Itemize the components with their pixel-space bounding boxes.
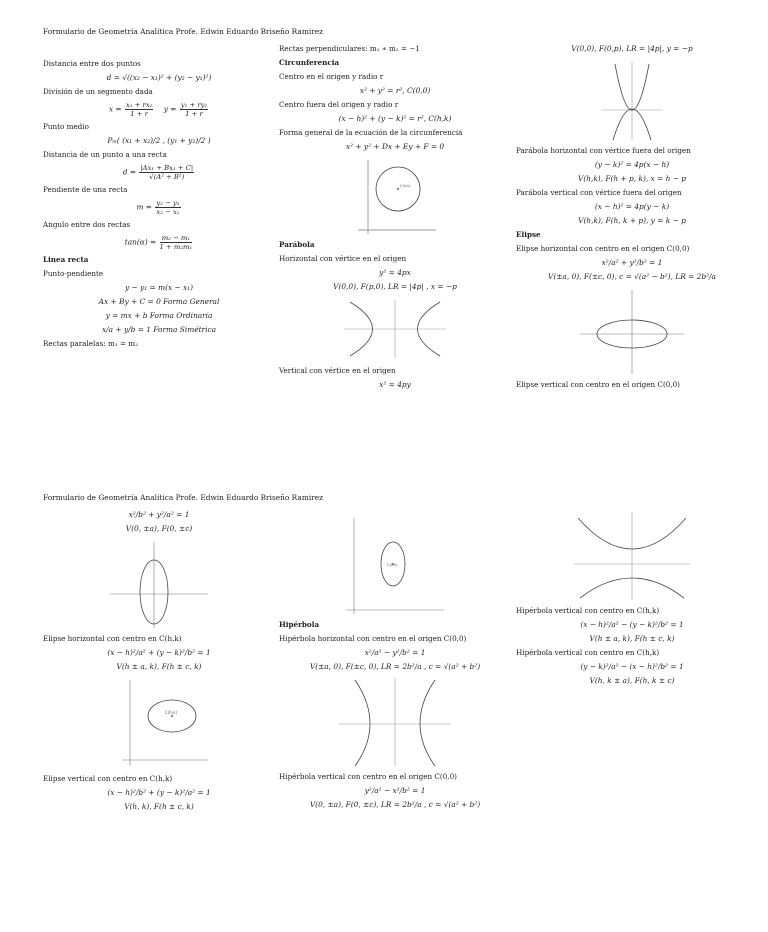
column-2-p2 — [279, 512, 511, 814]
page-header: Formulario de Geometría Analítica Profe. Edwin Eduardo Briseño Ramirez — [43, 27, 323, 36]
column-2 — [279, 40, 511, 394]
hyperbola-section-title: Hipérbola — [279, 620, 320, 629]
hyperbola-v-title: Hipérbola vertical con centro en el origen C(0,0) — [279, 772, 457, 781]
angle-title: Angulo entre dos rectas — [43, 220, 131, 229]
division-formula: x = $\frac{\text{x₁ + rx₂}}{1 + r}$ y = $\frac{\text{y₁ + ry₂}}{1 + r}$ — [108, 101, 208, 118]
division-title: División de un segmento dada — [43, 87, 153, 96]
ellipse-vk-formula: (x − h)²/b² + (y − k)²/a² = 1 — [107, 788, 211, 797]
ordinary-form: y = mx + b Forma Ordinaria — [105, 311, 213, 320]
ellipse-v-title: Elipse vertical con centro en el origen C(0,0) — [516, 380, 680, 389]
hyperbola-h-props: V(±a, 0), F(±c, 0), LR = 2b²/a , c = √(a² + b²) — [309, 662, 481, 671]
hyperbola-v-props: V(0, ±a), F(0, ±c), LR = 2b²/a , c = √(a² + b²) — [309, 800, 481, 809]
hyperbola-vk-title: Hipérbola vertical con centro en C(h,k) — [516, 648, 660, 657]
ellipse-vk-props: V(h, k), F(h ± c, k) — [124, 802, 194, 811]
horizontal-hyperbola-graph — [335, 676, 455, 768]
circle-general-title: Forma general de la ecuación de la circunferencia — [279, 128, 463, 137]
general-form: Ax + By + C = 0 Forma General — [98, 297, 220, 306]
hyperbola-vk-props: V(h, k ± a), F(h, k ± c) — [589, 676, 675, 685]
circle-section-title: Circunferencia — [279, 58, 340, 67]
circle-origin-title: Centro en el origen y radio r — [279, 72, 384, 81]
line-section-title: Linea recta — [43, 255, 89, 264]
horizontal-ellipse-graph — [572, 286, 692, 376]
hyperbola-hk-props: V(h ± a, k), F(h ± c, k) — [589, 634, 675, 643]
distance-formula: d = √((x₂ − x₁)² + (y₂ − y₁)²) — [106, 73, 212, 82]
ellipse-section-title: Elipse — [516, 230, 541, 239]
ellipse-vk-graph — [340, 516, 450, 616]
column-1 — [43, 55, 275, 350]
circle-origin-formula: x² + y² = r², C(0,0) — [359, 86, 431, 95]
parabola-section-title: Parábola — [279, 240, 315, 249]
hyperbola-hk-formula: (x − h)²/a² − (y − k)²/b² = 1 — [580, 620, 684, 629]
vertical-hyperbola-graph — [570, 510, 694, 602]
parabola-v-offset-title: Parábola vertical con vértice fuera del origen — [516, 188, 682, 197]
ellipse-center-label: C(h,k) — [165, 710, 178, 715]
parabola-h-formula: y² = 4px — [379, 268, 411, 277]
hyperbola-vk-formula: (y − k)²/a² − (x − h)²/b² = 1 — [580, 662, 684, 671]
parabola-v-offset-formula: (x − h)² = 4p(y − k) — [594, 202, 670, 211]
circle-graph — [350, 156, 440, 236]
page-2 — [0, 466, 768, 932]
hyperbola-hk-title: Hipérbola vertical con centro en C(h,k) — [516, 606, 660, 615]
hyperbola-h-formula: x²/a² − y²/b² = 1 — [364, 648, 426, 657]
symmetric-form: x/a + y/b = 1 Forma Simétrica — [102, 325, 216, 334]
parabola-h-props: V(0,0), F(p,0), LR = |4p| , x = −p — [333, 282, 457, 291]
parabola-h-offset-props: V(h,k), F(h + p, k), x = h − p — [578, 174, 686, 183]
circle-center-label: C(h,k) — [400, 184, 411, 188]
ellipse-vk-title: Elipse vertical con centro en C(h,k) — [43, 774, 173, 783]
vertical-ellipse-graph — [104, 538, 214, 630]
parallel-lines: Rectas paralelas: m₁ = m₂ — [43, 339, 138, 348]
midpoint-title: Punto medio — [43, 122, 89, 131]
ellipse-hk-props: V(h ± a, k), F(h ± c, k) — [116, 662, 202, 671]
point-slope-formula: y − y₁ = m(x − x₁) — [124, 283, 194, 292]
hyperbola-v-formula: y²/a² − x²/b² = 1 — [364, 786, 426, 795]
column-3-p2 — [516, 506, 748, 690]
slope-title: Pendiente de una recta — [43, 185, 128, 194]
point-slope-title: Punto-pendiente — [43, 269, 104, 278]
circle-general-formula: x² + y² + Dx + Ey + F = 0 — [345, 142, 445, 151]
angle-formula: tan(α) = $\frac{\text{m₂ − m₁}}{\text{1 + m₂m₁}}$ — [124, 234, 193, 251]
page-header-2: Formulario de Geometría Analítica Profe. Edwin Eduardo Briseño Ramirez — [43, 493, 323, 502]
ellipse-h-title: Elipse horizontal con centro en el origen C(0,0) — [516, 244, 690, 253]
circle-offset-title: Centro fuera del origen y radio r — [279, 100, 399, 109]
parabola-v-title: Vertical con vértice en el origen — [279, 366, 396, 375]
page-1 — [0, 0, 768, 460]
midpoint-formula: Pₘ( (x₁ + x₂)/2 , (y₁ + y₂)/2 ) — [107, 136, 211, 145]
ellipse-h-formula: x²/a² + y²/b² = 1 — [601, 258, 663, 267]
slope-formula: m = $\frac{\text{y₂ − y₁}}{\text{x₂ − x₁}}$ — [136, 199, 180, 216]
parabola-v-props: V(0,0), F(0,p), LR = |4p|, y = −p — [571, 44, 693, 53]
ellipse-h-props: V(±a, 0), F(±c, 0), c = √(a² − b²), LR = 2b²/a — [548, 272, 716, 281]
ellipse-v-props: V(0, ±a), F(0, ±c) — [125, 524, 193, 533]
distance-title: Distancia entre dos puntos — [43, 59, 141, 68]
ellipse-v-formula: x²/b² + y²/a² = 1 — [128, 510, 190, 519]
point-line-distance-title: Distancia de un punto a una recta — [43, 150, 167, 159]
parabola-v-offset-props: V(h,k), F(h, k + p), y = k − p — [578, 216, 686, 225]
ellipse-v-center-label: C(h,k) — [387, 563, 398, 567]
ellipse-hk-graph — [104, 676, 214, 770]
perpendicular-lines: Rectas perpendiculares: m₁ ∗ m₂ = −1 — [279, 44, 420, 53]
ellipse-hk-formula: (x − h)²/a² + (y − k)²/b² = 1 — [107, 648, 211, 657]
parabola-h-offset-formula: (y − k)² = 4p(x − h) — [594, 160, 670, 169]
column-3 — [516, 40, 748, 391]
horizontal-parabola-graph — [340, 296, 450, 362]
parabola-v-formula: x² = 4py — [379, 380, 411, 389]
point-line-distance-formula: d = $\frac{\text{|Ax₁ + Bx₁ + C|}}{\text{√(A² + B²)}}$ — [122, 164, 194, 181]
vertical-parabola-graph — [597, 58, 667, 142]
parabola-h-title: Horizontal con vértice en el origen — [279, 254, 407, 263]
hyperbola-h-title: Hipérbola horizontal con centro en el origen C(0,0) — [279, 634, 467, 643]
parabola-h-offset-title: Parábola horizontal con vértice fuera del origen — [516, 146, 691, 155]
ellipse-hk-title: Elipse horizontal con centro en C(h,k) — [43, 634, 182, 643]
circle-offset-formula: (x − h)² + (y − k)² = r², C(h,k) — [338, 114, 452, 123]
column-1-p2 — [43, 506, 275, 816]
